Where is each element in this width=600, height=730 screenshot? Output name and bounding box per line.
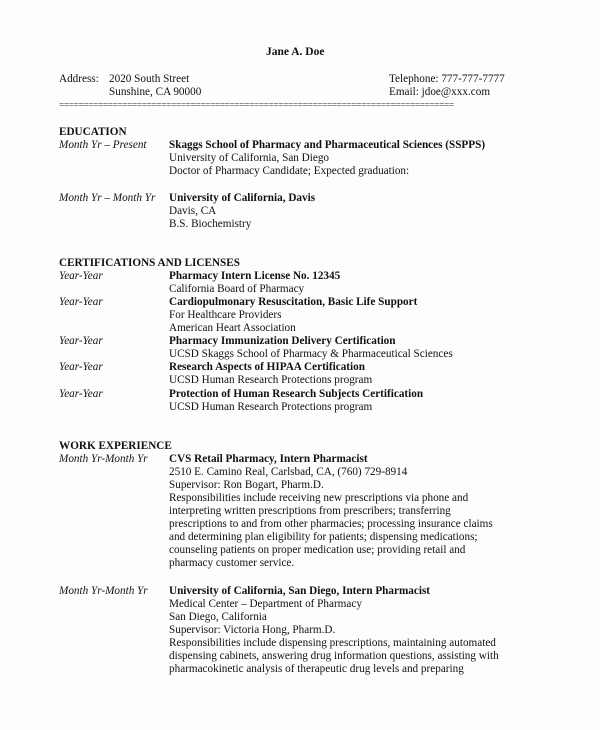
education-1-line: Doctor of Pharmacy Candidate; Expected graduation: — [169, 165, 410, 177]
work-2-line: Responsibilities include dispensing prescriptions, maintaining automated — [169, 637, 496, 649]
work-1-line: pharmacy customer service. — [169, 557, 295, 569]
address-line-2: Sunshine, CA 90000 — [109, 86, 202, 98]
work-1-line: and determining plan eligibility for patients; dispensing medications; — [169, 531, 478, 543]
telephone: Telephone: 777-777-7777 — [389, 73, 505, 85]
cert-4-dates: Year-Year — [59, 361, 103, 373]
education-1-dates: Month Yr – Present — [59, 139, 147, 151]
work-2-line: pharmacokinetic analysis of therapeutic drug levels and preparing — [169, 663, 464, 675]
cert-5-line: UCSD Human Research Protections program — [169, 401, 373, 413]
cert-3-line: UCSD Skaggs School of Pharmacy & Pharmaceutical Sciences — [169, 348, 453, 360]
cert-2-line: American Heart Association — [169, 322, 296, 334]
education-1-line: University of California, San Diego — [169, 152, 330, 164]
address-line-1: 2020 South Street — [109, 73, 190, 85]
cert-5-title: Protection of Human Research Subjects Certification — [169, 388, 424, 400]
work-1-line: interpreting written prescriptions from prescribers; transferring — [169, 505, 451, 517]
education-heading: EDUCATION — [59, 126, 127, 138]
work-1-line: 2510 E. Camino Real, Carlsbad, CA, (760) 729-8914 — [169, 466, 408, 478]
work-1-line: prescriptions to and from other pharmacies; processing insurance claims — [169, 518, 493, 530]
cert-3-dates: Year-Year — [59, 335, 103, 347]
work-heading: WORK EXPERIENCE — [59, 440, 172, 452]
education-2-line: Davis, CA — [169, 205, 217, 217]
cert-1-line: California Board of Pharmacy — [169, 283, 305, 295]
work-2-dates: Month Yr-Month Yr — [59, 585, 148, 597]
cert-2-dates: Year-Year — [59, 296, 103, 308]
cert-3-title: Pharmacy Immunization Delivery Certification — [169, 335, 396, 347]
cert-5-dates: Year-Year — [59, 388, 103, 400]
address-label: Address: — [59, 73, 99, 85]
cert-4-title: Research Aspects of HIPAA Certification — [169, 361, 365, 373]
education-2-dates: Month Yr – Month Yr — [59, 192, 156, 204]
work-2-line: San Diego, California — [169, 611, 267, 623]
work-1-line: Supervisor: Ron Bogart, Pharm.D. — [169, 479, 324, 491]
education-2-title: University of California, Davis — [169, 192, 316, 204]
work-2-line: Supervisor: Victoria Hong, Pharm.D. — [169, 624, 336, 636]
work-1-line: counseling patients on proper medication use; providing retail and — [169, 544, 466, 556]
cert-2-line: For Healthcare Providers — [169, 309, 282, 321]
work-1-line: Responsibilities include receiving new prescriptions via phone and — [169, 492, 469, 504]
education-2-line: B.S. Biochemistry — [169, 218, 252, 230]
work-2-title: University of California, San Diego, Intern Pharmacist — [169, 585, 431, 597]
work-2-line: dispensing cabinets, answering drug information questions, assisting with — [169, 650, 499, 662]
certifications-heading: CERTIFICATIONS AND LICENSES — [59, 257, 240, 269]
education-1-title: Skaggs School of Pharmacy and Pharmaceutical Sciences (SSPPS) — [169, 139, 486, 151]
work-2-line: Medical Center – Department of Pharmacy — [169, 598, 362, 610]
cert-1-dates: Year-Year — [59, 270, 103, 282]
cert-1-title: Pharmacy Intern License No. 12345 — [169, 270, 341, 282]
cert-4-line: UCSD Human Research Protections program — [169, 374, 373, 386]
cert-2-title: Cardiopulmonary Resuscitation, Basic Life Support — [169, 296, 418, 308]
header-divider: ================================================================================= — [59, 100, 454, 110]
candidate-name: Jane A. Doe — [266, 46, 325, 58]
email: Email: jdoe@xxx.com — [389, 86, 491, 98]
work-1-dates: Month Yr-Month Yr — [59, 453, 148, 465]
work-1-title: CVS Retail Pharmacy, Intern Pharmacist — [169, 453, 368, 465]
